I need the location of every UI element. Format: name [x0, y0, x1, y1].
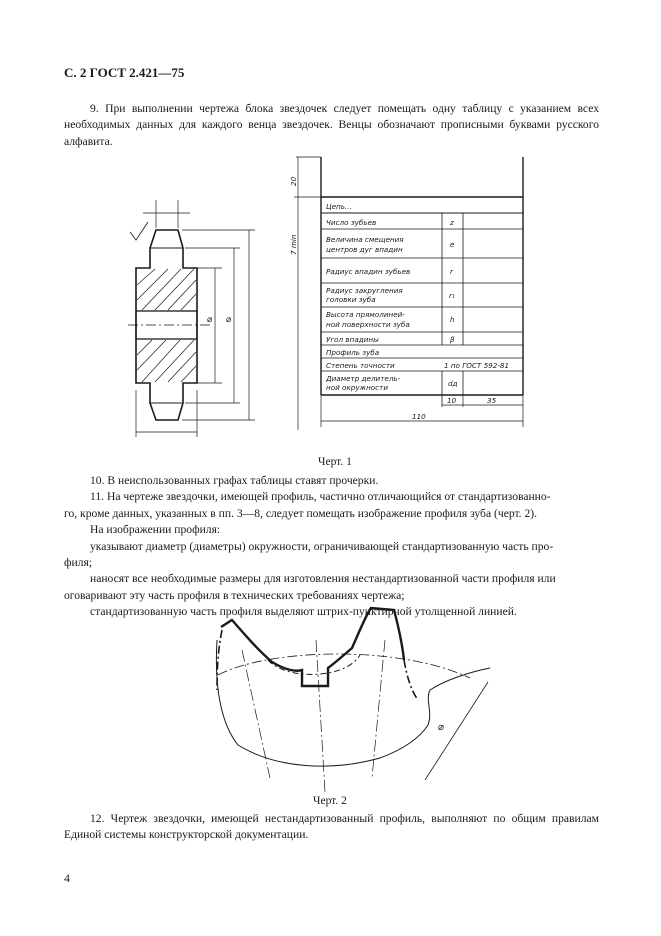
row-label-radius: Радиус впадин зубьев: [326, 267, 411, 276]
row-label-offset-2: центров дуг впадин: [326, 245, 403, 254]
paragraph-9: 9. При выполнении чертежа блока звездочек следует помещать одну таблицу с указанием всех необходимых данных для каждого венца звездочек. Венцы обозначают прописными буквами русского алфавита.: [64, 102, 599, 148]
row-label-height-2: ной поверхности зуба: [326, 320, 410, 329]
paragraph-11-line-2: го, кроме данных, указанных в пп. 3—8, следует помещать изображение профиля зуба (черт. 2).: [64, 506, 538, 520]
dim-d2: ⌀: [226, 315, 232, 325]
row-value-accuracy: 1 по ГОСТ 592-81: [444, 361, 510, 370]
paragraph-11-line-7: оговаривают эту часть профиля в технических требованиях чертежа;: [64, 588, 405, 602]
figure-2-caption: Черт. 2: [313, 795, 347, 807]
row-label-tip: Радиус закругления: [326, 286, 403, 295]
row-label-pitch: Диаметр делитель-: [326, 374, 401, 383]
row-symbol-beta: β: [450, 335, 455, 344]
dim-10: 10: [447, 396, 457, 405]
row-symbol-dd: dд: [448, 379, 458, 388]
dim-35: 35: [487, 396, 497, 405]
figure-1-caption: Черт. 1: [318, 456, 352, 468]
row-symbol-r1: r₁: [449, 291, 455, 300]
row-label-teeth: Число зубьев: [326, 218, 377, 227]
row-symbol-z: z: [450, 218, 454, 227]
row-label-offset: Величина смещения: [326, 235, 404, 244]
paragraph-11-line-8: стандартизованную часть профиля выделяют штрих-пунктирной утолщенной линией.: [90, 605, 517, 619]
row-symbol-e: e: [450, 240, 455, 249]
page-header: С. 2 ГОСТ 2.421—75: [64, 65, 185, 80]
dim-d1: ⌀: [207, 315, 213, 325]
paragraph-12: 12. Чертеж звездочки, имеющей нестандартизованный профиль, выполняют по общим правилам Единой системы конструкторской документации.: [64, 812, 599, 842]
row-label-profile: Профиль зуба: [326, 348, 380, 357]
row-label-pitch-2: ной окружности: [326, 383, 388, 392]
paragraph-11-line-4: указывают диаметр (диаметры) окружности, ограничивающей стандартизованную часть про-: [90, 539, 554, 553]
dim-7min: 7 min: [289, 234, 298, 255]
paragraph-11-line-3: На изображении профиля:: [90, 523, 221, 537]
dim-110: 110: [412, 412, 426, 421]
page-number: 4: [64, 871, 70, 885]
dim-20: 20: [289, 176, 298, 186]
row-label-angle: Угол впадины: [326, 335, 379, 344]
row-label-tip-2: головки зуба: [326, 295, 376, 304]
paragraph-11-line-6: наносят все необходимые размеры для изготовления нестандартизованной части профиля или: [90, 572, 556, 586]
row-label-accuracy: Степень точности: [326, 361, 395, 370]
paragraph-11-line-1: 11. На чертеже звездочки, имеющей профиль, частично отличающийся от стандартизованно-: [90, 490, 551, 504]
table-title: Цепь...: [326, 202, 352, 211]
paragraph-11-line-5: филя;: [64, 556, 93, 570]
row-symbol-h: h: [450, 315, 455, 324]
paragraph-10: 10. В неиспользованных графах таблицы ставят прочерки.: [90, 474, 379, 487]
row-symbol-r: r: [450, 267, 453, 276]
fig2-diameter-symbol: ⌀: [438, 722, 445, 733]
row-label-height: Высота прямолиней-: [326, 310, 405, 319]
